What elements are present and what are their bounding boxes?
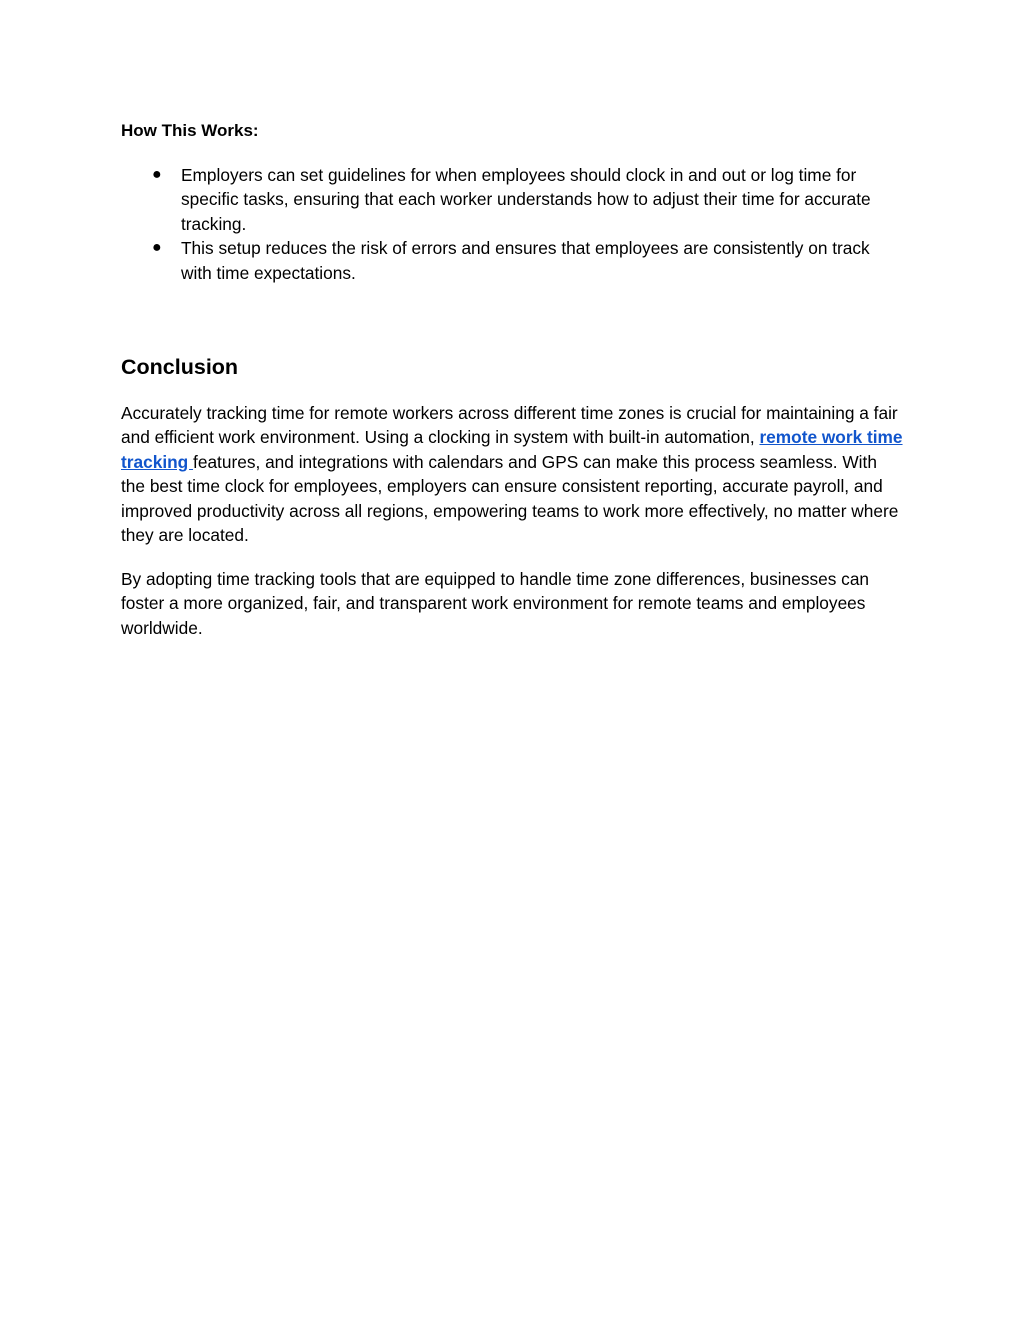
bullet-list bbox=[121, 163, 905, 285]
list-item-text: Employers can set guidelines for when employees should clock in and out or log time for specific tasks, ensuring that each worker understands how to adjust their time for accurate tracking. bbox=[181, 165, 871, 234]
conclusion-heading: Conclusion bbox=[121, 355, 239, 379]
remote-work-time-tracking-link[interactable]: remote work time tracking bbox=[121, 427, 903, 472]
list-item bbox=[121, 236, 905, 285]
conclusion-paragraph-1 bbox=[121, 401, 905, 547]
paragraph-text: Accurately tracking time for remote workers across different time zones is crucial for maintaining a fair and efficient work environment. Using a clocking in system with built-in automation, bbox=[121, 403, 898, 448]
paragraph-text: features, and integrations with calendars and GPS can make this process seamless. With the best time clock for employees, employers can ensure consistent reporting, accurate payroll, and improved productivity across all regions, empowering teams to work more effectively, no matter where they are located. bbox=[121, 451, 899, 546]
bullet-icon: ● bbox=[152, 166, 162, 183]
list-item bbox=[121, 163, 905, 236]
conclusion-paragraph-2: By adopting time tracking tools that are equipped to handle time zone differences, businesses can foster a more organized, fair, and transparent work environment for remote teams and employees worldwide. bbox=[121, 569, 870, 638]
section-subheading: How This Works: bbox=[121, 121, 259, 140]
list-item-text: This setup reduces the risk of errors and ensures that employees are consistently on track with time expectations. bbox=[181, 238, 870, 283]
bullet-icon: ● bbox=[152, 239, 162, 257]
